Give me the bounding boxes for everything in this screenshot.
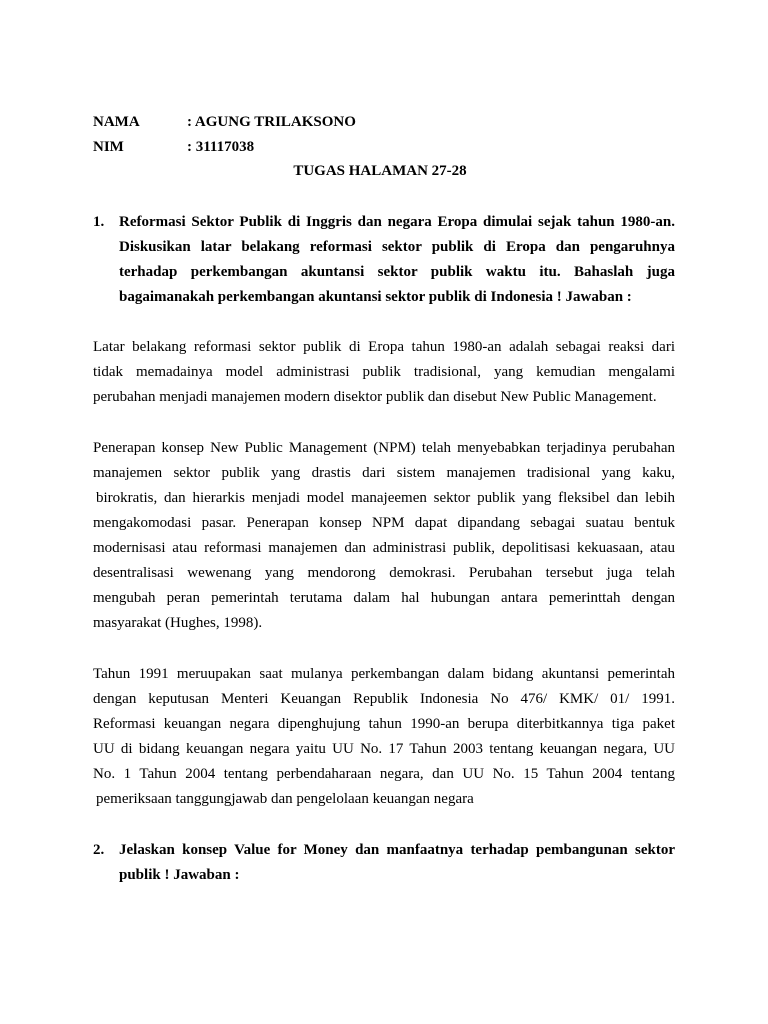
paragraph-line: tidak memadainya model administrasi publik tradisional, yang kemudian mengalami [93, 364, 675, 380]
paragraph-line: pemeriksaan tanggungjawab dan pengelolaan keuangan negara [96, 791, 474, 807]
nim-label: NIM [93, 139, 124, 155]
question-number: 1. [93, 214, 105, 230]
paragraph-line: masyarakat (Hughes, 1998). [93, 615, 263, 631]
question-line: Jelaskan konsep Value for Money dan manfaatnya terhadap pembangunan sektor [119, 842, 675, 858]
paragraph-line: dengan keputusan Menteri Keuangan Republik Indonesia No 476/ KMK/ 01/ 1991. [93, 691, 675, 707]
nama-value: : AGUNG TRILAKSONO [187, 114, 356, 130]
nama-label: NAMA [93, 114, 140, 130]
question-line: bagaimanakah perkembangan akuntansi sektor publik di Indonesia ! Jawaban : [119, 289, 632, 305]
paragraph-line: UU di bidang keuangan negara yaitu UU No. 17 Tahun 2003 tentang keuangan negara, UU [93, 741, 675, 757]
paragraph-line: mengakomodasi pasar. Penerapan konsep NPM dapat dipandang sebagai suatau bentuk [93, 515, 675, 531]
question-line: Reformasi Sektor Publik di Inggris dan negara Eropa dimulai sejak tahun 1980-an. [119, 214, 675, 230]
question-line: publik ! Jawaban : [119, 867, 240, 883]
paragraph-line: Latar belakang reformasi sektor publik di Eropa tahun 1980-an adalah sebagai reaksi dari [93, 339, 675, 355]
paragraph-line: modernisasi atau reformasi manajemen dan administrasi publik, depolitisasi kekuasaan, atau [93, 540, 675, 556]
paragraph-line: desentralisasi wewenang yang mendorong demokrasi. Perubahan tersebut juga telah [93, 565, 675, 581]
paragraph-line: No. 1 Tahun 2004 tentang perbendaharaan negara, dan UU No. 15 Tahun 2004 tentang [93, 766, 675, 782]
paragraph-line: manajemen sektor publik yang drastis dari sistem manajemen tradisional yang kaku, [93, 465, 675, 481]
paragraph-line: Penerapan konsep New Public Management (NPM) telah menyebabkan terjadinya perubahan [93, 440, 675, 456]
question-line: Diskusikan latar belakang reformasi sektor publik di Eropa dan pengaruhnya [119, 239, 675, 255]
question-number: 2. [93, 842, 105, 858]
paragraph-line: mengubah peran pemerintah terutama dalam hal hubungan antara pemerinttah dengan [93, 590, 675, 606]
paragraph-line: birokratis, dan hierarkis menjadi model manajeemen sektor publik yang fleksibel dan lebih [96, 490, 675, 506]
question-line: terhadap perkembangan akuntansi sektor publik waktu itu. Bahaslah juga [119, 264, 675, 280]
paragraph-line: perubahan menjadi manajemen modern disektor publik dan disebut New Public Management. [93, 389, 657, 405]
paragraph-line: Reformasi keuangan negara dipenghujung tahun 1990-an berupa diterbitkannya tiga paket [93, 716, 675, 732]
paragraph-line: Tahun 1991 meruupakan saat mulanya perkembangan dalam bidang akuntansi pemerintah [93, 666, 675, 682]
nim-value: : 31117038 [187, 139, 255, 155]
document-title: TUGAS HALAMAN 27-28 [293, 163, 467, 179]
